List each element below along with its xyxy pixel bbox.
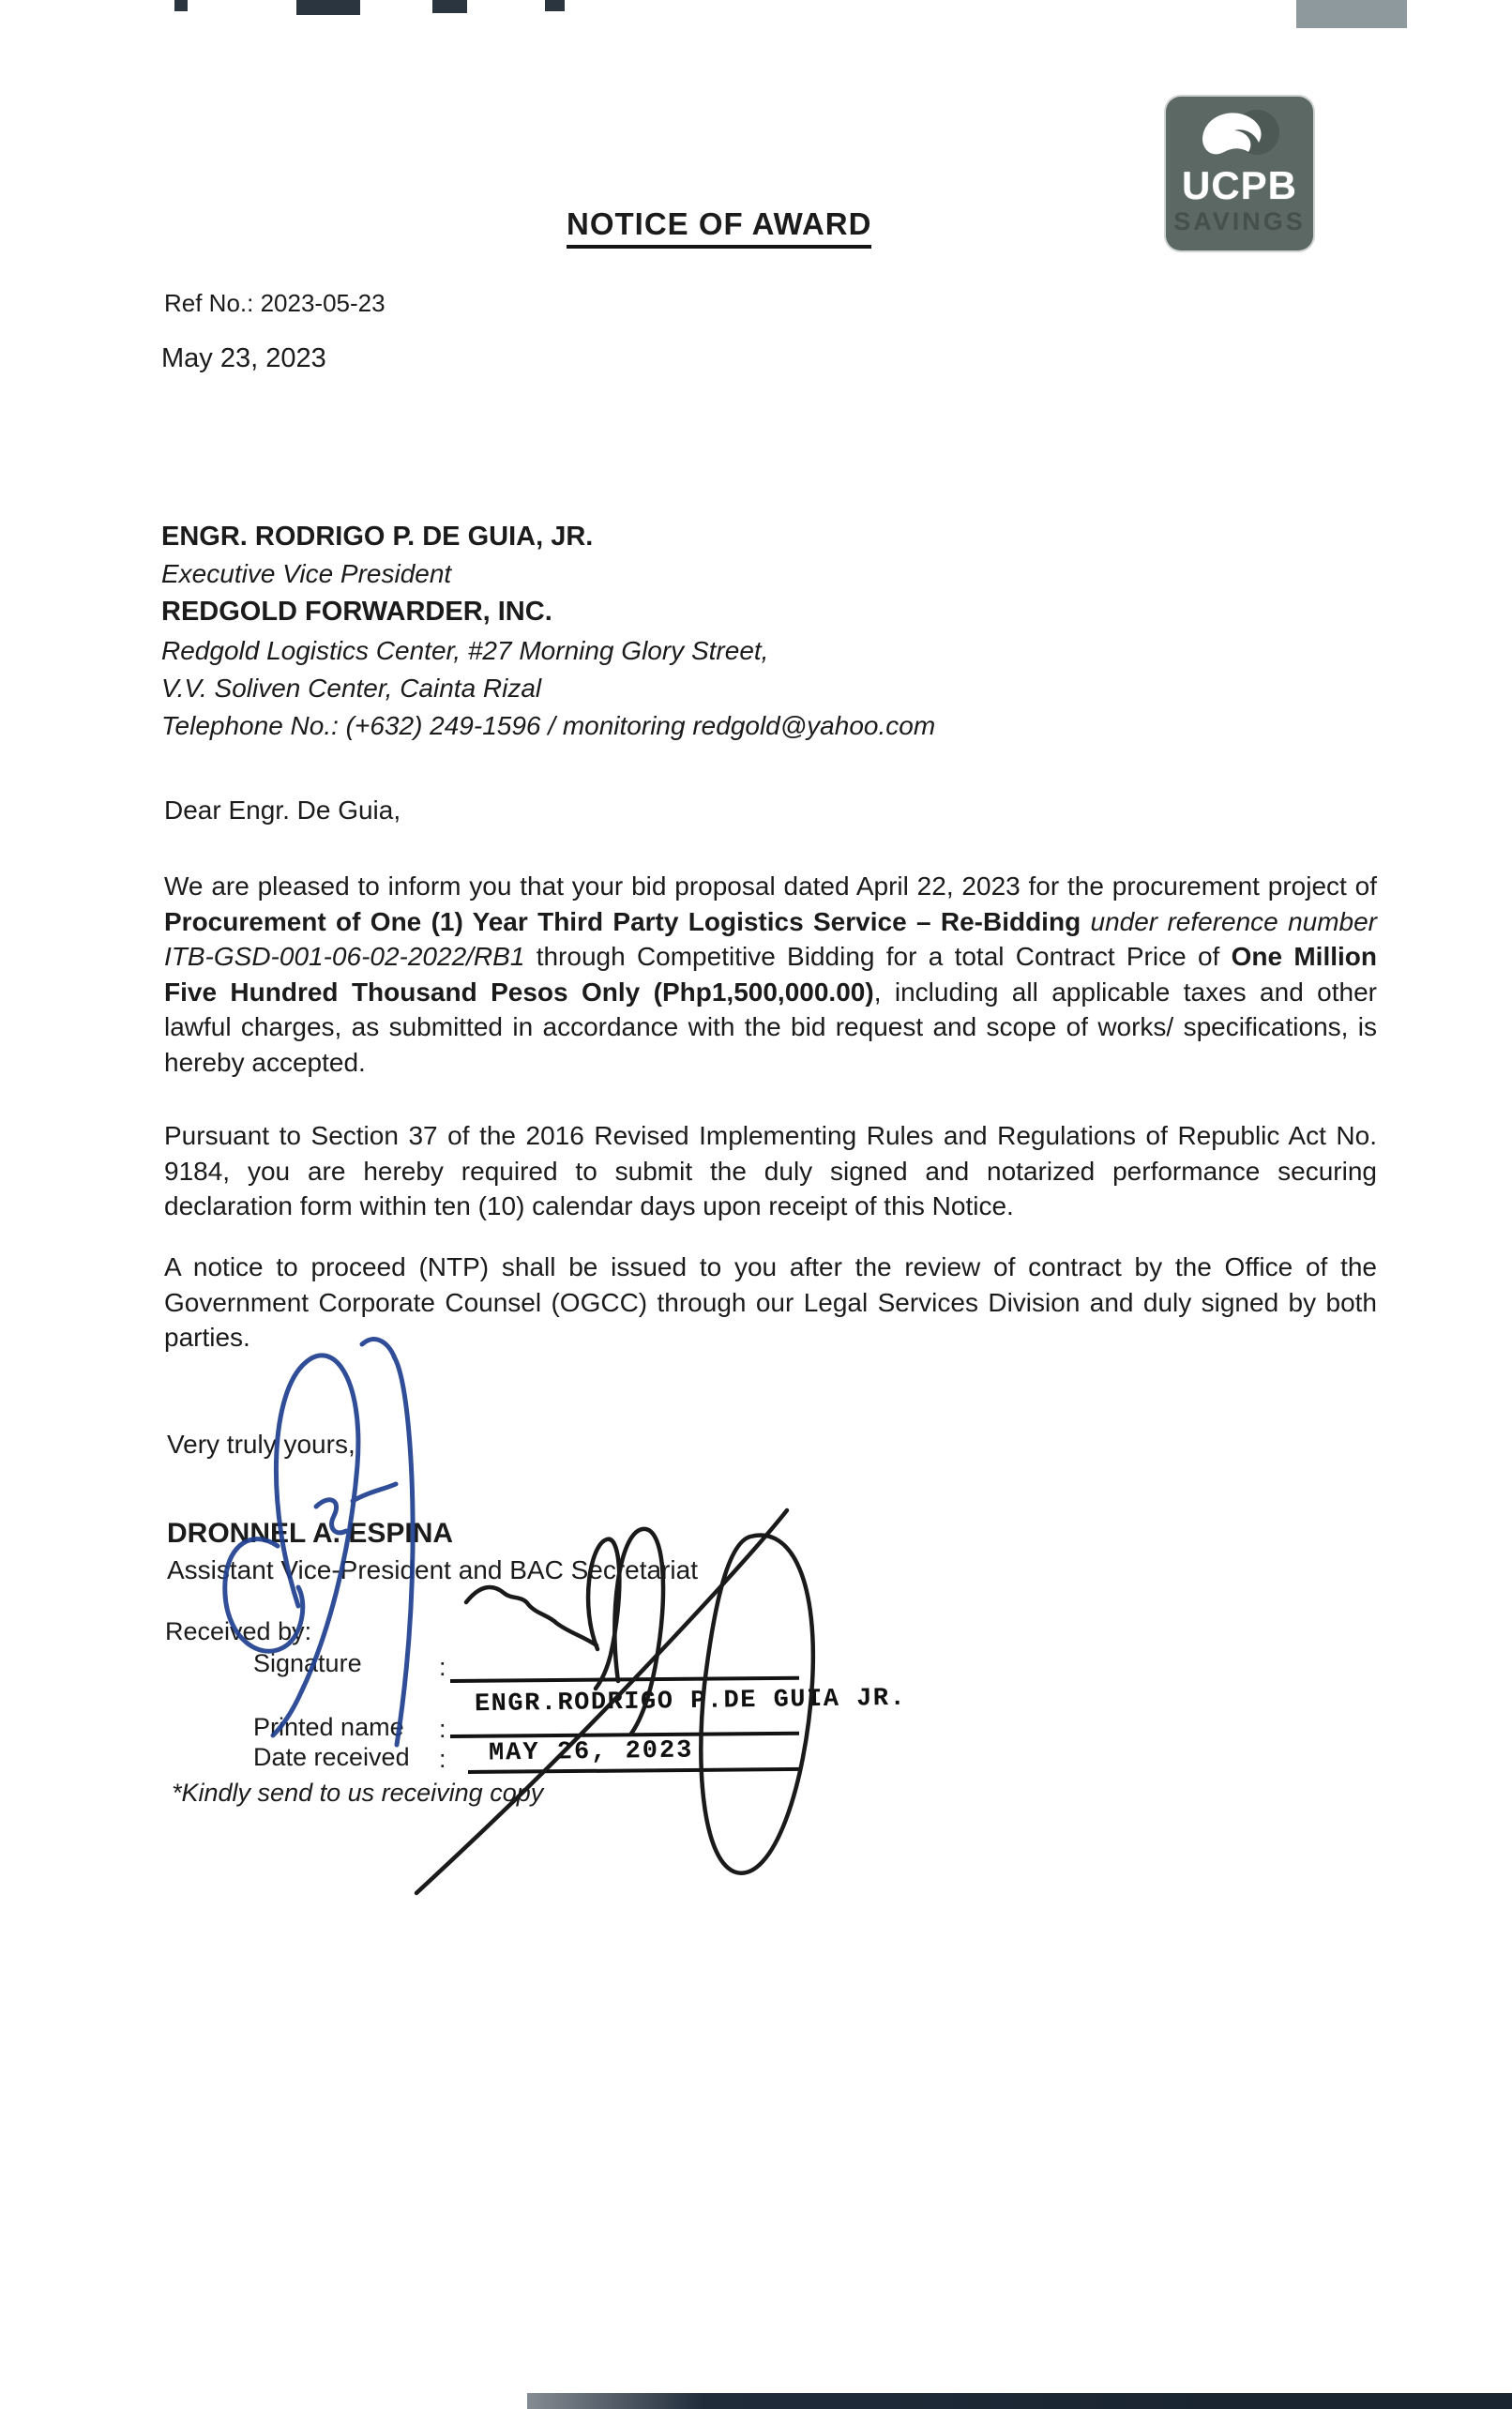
body-paragraph-2: Pursuant to Section 37 of the 2016 Revised Implementing Rules and Regulations of Republic Act No. 9184, you are hereby required to submit the duly signed and notarized performance securing declaration form within ten (10) calendar days upon receipt of this Notice. [164, 1121, 1377, 1220]
signature-colon: : [439, 1653, 446, 1681]
scan-artifact [527, 2393, 1512, 2409]
body-paragraph-1: We are pleased to inform you that your bid proposal dated April 22, 2023 for the procurement project of Procurement of One (1) Year Third Party Logistics Service – Re-Bidding under reference number ITB-GSD-001-06-02-2022/RB1 through Competitive Bidding for a total Contract Price of One Million Five Hundred Thousand Pesos Only (Php1,500,000.00), including all applicable taxes and other lawful charges, as submitted in accordance with the bid request and scope of works/ specifications, is hereby accepted. [164, 871, 1378, 1077]
logo-subtitle: SAVINGS [1173, 207, 1306, 235]
scan-artifact [174, 0, 188, 11]
closing-phrase: Very truly yours, [167, 1430, 355, 1459]
signer-name: DRONNEL A. ESPINA [167, 1518, 454, 1549]
recipient-address-line1: Redgold Logistics Center, #27 Morning Glory Street, [161, 636, 769, 665]
receiving-copy-footnote: *Kindly send to us receiving copy [172, 1779, 544, 1807]
stamped-printed-name: ENGR.RODRIGO P.DE GUIA JR. [474, 1684, 907, 1720]
scan-artifact [545, 0, 565, 11]
recipient-contact: Telephone No.: (+632) 249-1596 / monitoring redgold@yahoo.com [161, 711, 936, 740]
salutation: Dear Engr. De Guia, [164, 795, 401, 825]
logo-acronym: UCPB [1181, 163, 1297, 207]
recipient-company: REDGOLD FORWARDER, INC. [161, 597, 552, 627]
date-received-line [468, 1767, 800, 1774]
body-paragraph-3: A notice to proceed (NTP) shall be issued to you after the review of contract by the Office of the Government Corporate Counsel (OGCC) through our Legal Services Division and duly signed by both parties. [164, 1252, 1377, 1352]
recipient-address-line2: V.V. Soliven Center, Cainta Rizal [161, 674, 542, 703]
signer-title: Assistant Vice-President and BAC Secretariat [167, 1555, 698, 1584]
ucpb-swirl-icon [1191, 106, 1289, 164]
printed-name-label: Printed name [253, 1713, 404, 1741]
date-received-colon: : [439, 1745, 446, 1773]
letter-date: May 23, 2023 [161, 343, 326, 373]
scan-artifact [432, 0, 467, 13]
scan-artifact [1296, 0, 1407, 28]
page-title: NOTICE OF AWARD [567, 206, 871, 249]
printed-name-colon: : [439, 1715, 446, 1743]
recipient-position: Executive Vice President [161, 559, 452, 588]
date-received-label: Date received [253, 1743, 410, 1771]
recipient-name: ENGR. RODRIGO P. DE GUIA, JR. [161, 522, 594, 552]
signature-line [450, 1676, 799, 1683]
reference-number: Ref No.: 2023-05-23 [164, 289, 386, 317]
scan-artifact [296, 0, 360, 15]
signature-label: Signature [253, 1649, 362, 1677]
ucpb-savings-logo [1166, 97, 1313, 250]
received-by-heading: Received by: [165, 1617, 312, 1645]
stamped-date-received: MAY 26, 2023 [488, 1736, 694, 1768]
